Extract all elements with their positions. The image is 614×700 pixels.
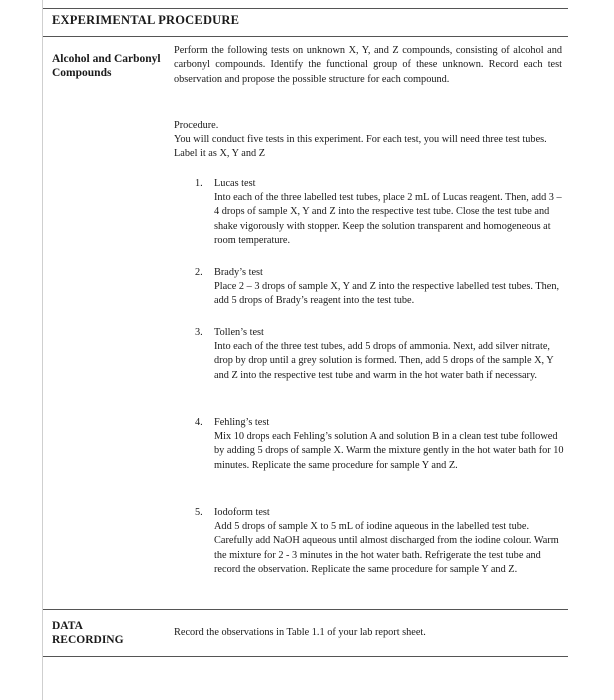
procedure-text: You will conduct five tests in this experiment. For each test, you will need three test tubes. Label it as X, Y and Z (174, 134, 547, 160)
test-name: Iodoform test (214, 507, 270, 518)
test-description: Mix 10 drops each Fehling’s solution A and solution B in a clean test tube followed by adding 5 drops of sample X. Warm the mixture gently in the hot water bath for 10 minutes. Replicate the same procedure for sample Y and Z. (214, 431, 564, 471)
test-number: 3. (195, 327, 203, 338)
test-name: Tollen’s test (214, 327, 264, 338)
test-name: Lucas test (214, 178, 256, 189)
procedure-heading: Procedure. (174, 120, 219, 131)
test-number: 2. (195, 267, 203, 278)
test-item-tollen (195, 326, 565, 383)
top-rule (43, 8, 568, 9)
test-item-iodoform (195, 506, 565, 577)
data-recording-text: Record the observations in Table 1.1 of your lab report sheet. (174, 627, 426, 638)
test-description: Into each of the three labelled test tubes, place 2 mL of Lucas reagent. Then, add 3 – 4 drops of sample X, Y and Z into the respective test tube. Close the test tube and shake vigorously with stopper. Keep the solution transparent and homogeneous at room temperature. (214, 192, 562, 246)
test-name: Brady’s test (214, 267, 263, 278)
section-label-alcohol-carbonyl: Alcohol and Carbonyl Compounds (52, 53, 161, 79)
test-description: Place 2 – 3 drops of sample X, Y and Z into the respective labelled test tubes. Then, add 5 drops of Brady’s reagent into the test tube. (214, 281, 560, 307)
test-item-fehling (195, 416, 565, 473)
bottom-rule (43, 656, 568, 657)
section-title: EXPERIMENTAL PROCEDURE (52, 13, 240, 27)
test-description: Add 5 drops of sample X to 5 mL of iodine aqueous in the labelled test tube. Carefully add NaOH aqueous until almost discharged from the iodine colour. Warm the mixture for 2 - 3 minutes in the hot water bath. Refrigerate the test tube and record the observation. Replicate the same procedure for sample Y and Z. (214, 521, 559, 575)
test-item-brady (195, 266, 565, 309)
test-number: 4. (195, 417, 203, 428)
test-name: Fehling’s test (214, 417, 270, 428)
test-description: Into each of the three test tubes, add 5 drops of ammonia. Next, add silver nitrate, drop by drop until a grey solution is formed. Then, add 5 drops of the sample X, Y and Z into the respective test tube and warm in the hot water bath if necessary. (214, 341, 554, 381)
section-divider (43, 609, 568, 610)
left-margin-line (42, 0, 43, 700)
test-item-lucas (195, 177, 565, 248)
test-number: 5. (195, 507, 203, 518)
intro-paragraph: Perform the following tests on unknown X, Y, and Z compounds, consisting of alcohol and carbonyl compounds. Identify the functional group of these unknown. Record each test observation and propose the possible structure for each compound. (174, 45, 562, 85)
test-number: 1. (195, 178, 203, 189)
title-underline (43, 36, 568, 37)
section-label-data-recording: DATA RECORDING (52, 620, 124, 646)
